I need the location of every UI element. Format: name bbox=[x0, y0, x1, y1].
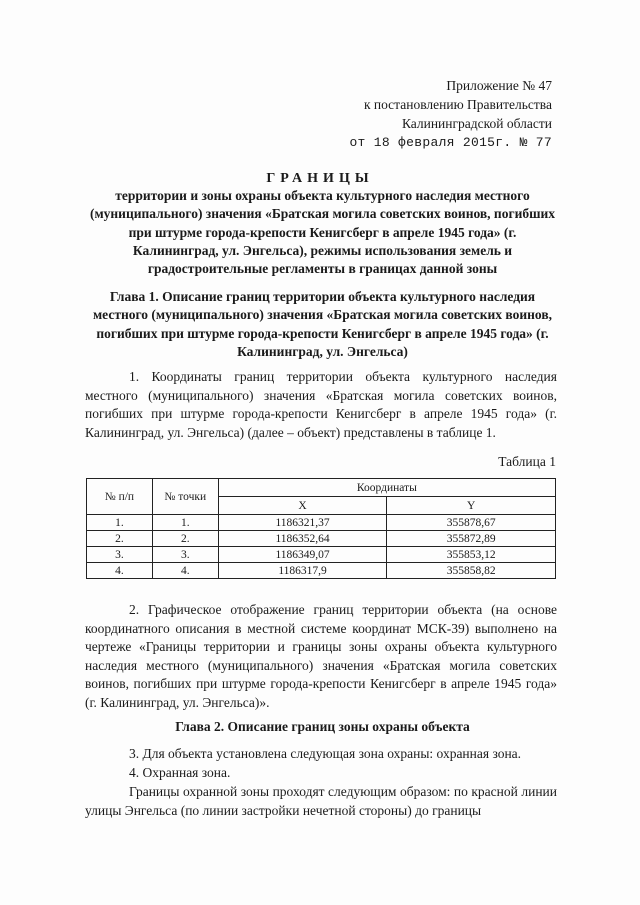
cell-y: 355872,89 bbox=[387, 531, 556, 547]
cell-point: 1. bbox=[152, 515, 218, 531]
appendix-region: Калининградской области bbox=[401, 116, 552, 131]
paragraph-2: 2. Графическое отображение границ территории объекта (на основе координатного описания в местной системе координат МСК-39) выполнено на чертеже «Границы территории и границы зоны охраны объекта культурного наследия местного (муниципального) значения «Братская могила советских воинов, погибших при штурме города-крепости Кенигсберг в апреле 1945 года» (г. Калининград, ул. Энгельса)». bbox=[85, 602, 557, 710]
cell-y: 355858,82 bbox=[387, 563, 556, 579]
cell-x: 1186349,07 bbox=[218, 547, 387, 563]
cell-np: 4. bbox=[87, 563, 153, 579]
cell-point: 4. bbox=[152, 563, 218, 579]
header-coordinates: Координаты bbox=[218, 479, 555, 497]
appendix-date: от 18 февраля 2015г. № 77 bbox=[349, 135, 552, 150]
paragraph-3: 3. Для объекта установлена следующая зона охраны: охранная зона. bbox=[129, 746, 522, 761]
document-subtitle: территории и зоны охраны объекта культурного наследия местного (муниципального) значения «Братская могила советских воинов, погибших при штурме города-крепости Кенигсберг в апреле 1945 года» (г. Калининград, ул. Энгельса), режимы использования земель и градостроительные регламенты в границах данной зоны bbox=[89, 188, 556, 277]
coordinates-table bbox=[86, 478, 556, 579]
header-x: X bbox=[218, 497, 387, 515]
table-row bbox=[87, 547, 556, 563]
table-row bbox=[87, 531, 556, 547]
chapter1-heading: Глава 1. Описание границ территории объекта культурного наследия местного (муниципального) значения «Братская могила советских воинов, погибших при штурме города-крепости Кенигсберг в апреле 1945 года» (г. Калининград, ул. Энгельса) bbox=[92, 289, 553, 359]
cell-point: 3. bbox=[152, 547, 218, 563]
appendix-block bbox=[349, 76, 552, 152]
header-np: № п/п bbox=[87, 479, 153, 515]
cell-np: 2. bbox=[87, 531, 153, 547]
document-title: ГРАНИЦЫ bbox=[266, 171, 374, 186]
paragraph-1: 1. Координаты границ территории объекта культурного наследия местного (муниципального) значения «Братская могила советских воинов, погибших при штурме города-крепости Кенигсберг в апреле 1945 года» (г. Калининград, ул. Энгельса) (далее – объект) представлены в таблице 1. bbox=[85, 369, 557, 440]
table-caption: Таблица 1 bbox=[498, 454, 556, 469]
cell-np: 3. bbox=[87, 547, 153, 563]
table-row bbox=[87, 515, 556, 531]
appendix-reference: к постановлению Правительства bbox=[363, 97, 552, 112]
chapter2-heading: Глава 2. Описание границ зоны охраны объекта bbox=[175, 719, 470, 734]
table-row bbox=[87, 563, 556, 579]
header-point: № точки bbox=[152, 479, 218, 515]
cell-x: 1186352,64 bbox=[218, 531, 387, 547]
cell-x: 1186317,9 bbox=[218, 563, 387, 579]
paragraph-4: 4. Охранная зона. bbox=[129, 765, 231, 780]
cell-y: 355853,12 bbox=[387, 547, 556, 563]
cell-y: 355878,67 bbox=[387, 515, 556, 531]
header-y: Y bbox=[387, 497, 556, 515]
paragraph-5: Границы охранной зоны проходят следующим образом: по красной линии улицы Энгельса (по линии застройки нечетной стороны) до границы bbox=[85, 784, 557, 818]
appendix-number: Приложение № 47 bbox=[446, 78, 552, 93]
cell-point: 2. bbox=[152, 531, 218, 547]
cell-np: 1. bbox=[87, 515, 153, 531]
cell-x: 1186321,37 bbox=[218, 515, 387, 531]
